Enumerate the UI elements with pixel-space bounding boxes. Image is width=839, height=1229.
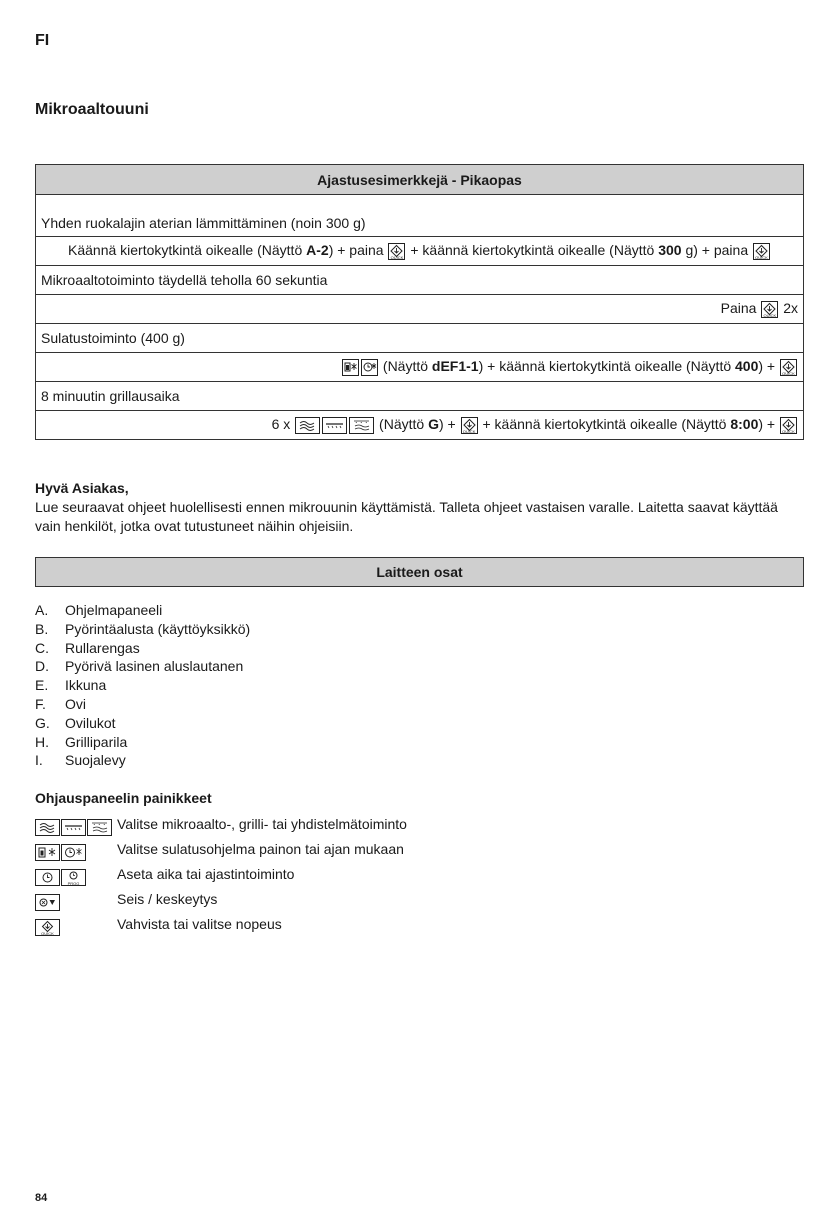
greeting-body: Lue seuraavat ohjeet huolellisesti ennen mikrouunin käyttämistä. Talleta ohjeet vastaisen varalle. Laitetta saavat käyttää vain henkilöt, jotka ovat tutustuneet näihin ohjeisiin.	[35, 499, 778, 534]
quick-guide-row-instruction: 6 x (Näyttö G) + QUICK + käännä kiertokytkintä oikealle (Näyttö 8:00) + QUICK	[36, 411, 804, 440]
clock-icon	[35, 869, 60, 886]
grill-icon	[322, 417, 347, 434]
quick-guide-heading: Ajastusesimerkkejä - Pikaopas	[36, 165, 804, 195]
parts-heading: Laitteen osat	[35, 557, 804, 587]
start-quick-icon: QUICK	[461, 417, 478, 434]
language-code: FI	[35, 32, 50, 49]
control-description: Valitse mikroaalto-, grilli- tai yhdistelmätoiminto	[117, 816, 407, 832]
control-description: Seis / keskeytys	[117, 891, 218, 907]
control-row	[35, 813, 635, 835]
quick-guide-row-label: Mikroaaltotoiminto täydellä teholla 60 sekuntia	[36, 266, 804, 295]
list-item: A. Ohjelmapaneeli	[35, 602, 163, 618]
defrost-time-icon	[61, 844, 86, 861]
quick-guide-row-instruction: (Näyttö dEF1-1) + käännä kiertokytkintä oikealle (Näyttö 400) + QUICK	[36, 353, 804, 382]
greeting-title: Hyvä Asiakas,	[35, 480, 129, 496]
control-row	[35, 838, 635, 860]
control-row	[35, 913, 635, 935]
quick-guide-row-instruction: Paina QUICK 2x	[36, 295, 804, 324]
list-item: C. Rullarengas	[35, 639, 140, 656]
grill-icon	[61, 819, 86, 836]
quick-guide-row-label: Yhden ruokalajin aterian lämmittäminen (noin 300 g)	[36, 209, 804, 237]
microwave-icon	[295, 417, 320, 434]
defrost-time-icon	[361, 359, 378, 376]
list-item: G. Ovilukot	[35, 714, 116, 731]
control-row	[35, 863, 635, 885]
microwave-icon	[35, 819, 60, 836]
page-title: Mikroaaltouuni	[35, 101, 149, 118]
list-item: I. Suojalevy	[35, 752, 126, 769]
quick-guide-row-label: Sulatustoiminto (400 g)	[36, 324, 804, 353]
start-quick-icon: QUICK	[753, 243, 770, 260]
quick-guide-row-label: 8 minuutin grillausaika	[36, 382, 804, 411]
list-item: H. Grilliparila	[35, 733, 128, 750]
start-quick-icon: QUICK	[780, 359, 797, 376]
control-row	[35, 888, 635, 910]
combi-icon	[349, 417, 374, 434]
quick-guide-row-instruction: Käännä kiertokytkintä oikealle (Näyttö A-2) + paina QUICK + käännä kiertokytkintä oikealle (Näyttö 300 g) + paina QUICK	[36, 237, 804, 266]
list-item: E. Ikkuna	[35, 677, 107, 694]
start-quick-icon: QUICK	[388, 243, 405, 260]
control-description: Valitse sulatusohjelma painon tai ajan mukaan	[117, 841, 404, 857]
controls-heading: Ohjauspaneelin painikkeet	[35, 790, 212, 806]
list-item: B. Pyörintäalusta (käyttöyksikkö)	[35, 620, 251, 637]
start-quick-icon: QUICK	[35, 919, 60, 936]
start-quick-icon: QUICK	[761, 301, 778, 318]
defrost-weight-icon	[35, 844, 60, 861]
defrost-weight-icon	[342, 359, 359, 376]
start-quick-icon: QUICK	[780, 417, 797, 434]
control-description: Vahvista tai valitse nopeus	[117, 916, 282, 932]
quick-guide-table	[35, 164, 804, 440]
list-item: F. Ovi	[35, 695, 86, 712]
combi-icon	[87, 819, 112, 836]
parts-list	[35, 601, 250, 770]
stop-icon	[35, 894, 60, 911]
timer-prog-icon: PROG	[61, 869, 86, 886]
control-description: Aseta aika tai ajastintoiminto	[117, 866, 295, 882]
greeting-section	[35, 479, 804, 536]
page-number: 84	[35, 1192, 48, 1204]
list-item: D. Pyörivä lasinen aluslautanen	[35, 658, 244, 675]
